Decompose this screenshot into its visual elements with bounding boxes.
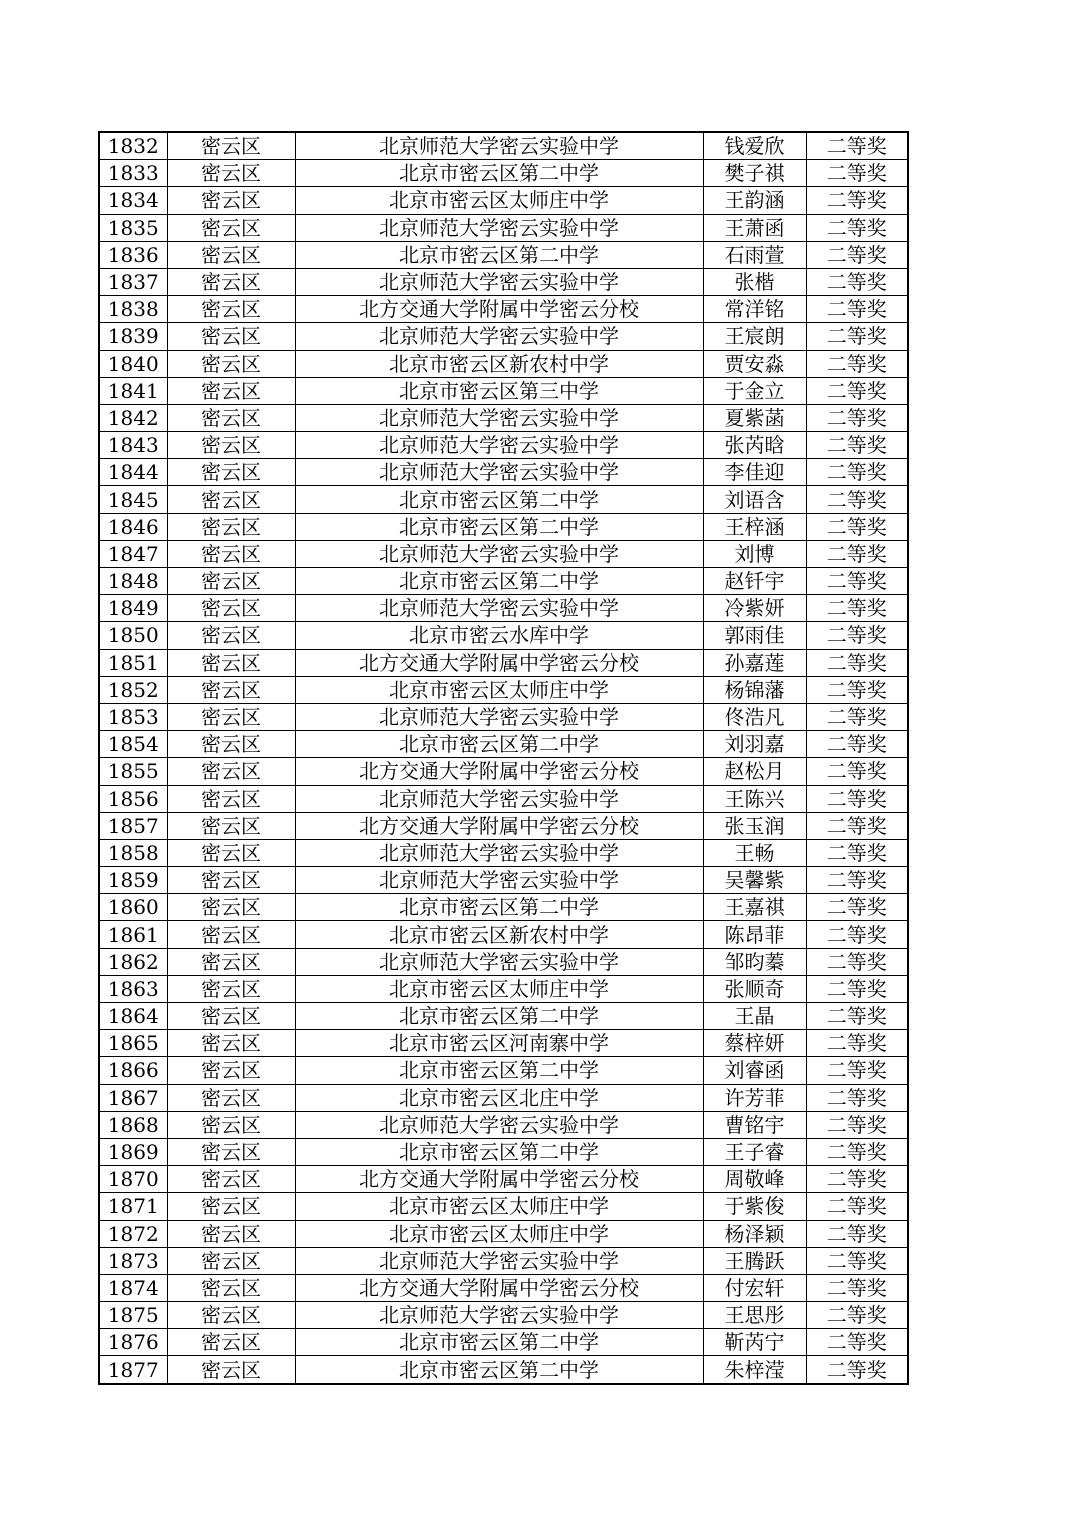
table-row [99, 1193, 908, 1220]
district-cell: 密云区 [167, 377, 295, 404]
award-level-cell: 二等奖 [806, 1111, 908, 1138]
student-name-cell: 王子睿 [703, 1138, 806, 1165]
table-row [99, 894, 908, 921]
table-row [99, 187, 908, 214]
district-cell: 密云区 [167, 1274, 295, 1301]
school-cell: 北京师范大学密云实验中学 [295, 432, 703, 459]
student-name-cell: 王梓涵 [703, 513, 806, 540]
school-cell: 北京市密云区太师庄中学 [295, 676, 703, 703]
student-name-cell: 贾安淼 [703, 350, 806, 377]
district-cell: 密云区 [167, 595, 295, 622]
award-level-cell: 二等奖 [806, 377, 908, 404]
district-cell: 密云区 [167, 350, 295, 377]
school-cell: 北京市密云区第二中学 [295, 241, 703, 268]
district-cell: 密云区 [167, 1220, 295, 1247]
student-name-cell: 杨锦藩 [703, 676, 806, 703]
student-name-cell: 樊子祺 [703, 160, 806, 187]
row-number-cell: 1873 [99, 1247, 167, 1274]
school-cell: 北京师范大学密云实验中学 [295, 867, 703, 894]
student-name-cell: 郭雨佳 [703, 622, 806, 649]
district-cell: 密云区 [167, 785, 295, 812]
district-cell: 密云区 [167, 132, 295, 160]
district-cell: 密云区 [167, 268, 295, 295]
row-number-cell: 1876 [99, 1329, 167, 1356]
table-row [99, 513, 908, 540]
table-row [99, 540, 908, 567]
school-cell: 北京师范大学密云实验中学 [295, 839, 703, 866]
district-cell: 密云区 [167, 1030, 295, 1057]
district-cell: 密云区 [167, 323, 295, 350]
table-row [99, 731, 908, 758]
district-cell: 密云区 [167, 839, 295, 866]
school-cell: 北京师范大学密云实验中学 [295, 1111, 703, 1138]
table-row [99, 486, 908, 513]
district-cell: 密云区 [167, 676, 295, 703]
student-name-cell: 佟浩凡 [703, 703, 806, 730]
district-cell: 密云区 [167, 568, 295, 595]
table-row [99, 404, 908, 431]
school-cell: 北方交通大学附属中学密云分校 [295, 758, 703, 785]
table-row [99, 296, 908, 323]
student-name-cell: 石雨萱 [703, 241, 806, 268]
row-number-cell: 1838 [99, 296, 167, 323]
student-name-cell: 陈昂菲 [703, 921, 806, 948]
district-cell: 密云区 [167, 867, 295, 894]
student-name-cell: 张芮晗 [703, 432, 806, 459]
student-name-cell: 于紫俊 [703, 1193, 806, 1220]
award-level-cell: 二等奖 [806, 595, 908, 622]
row-number-cell: 1857 [99, 812, 167, 839]
award-level-cell: 二等奖 [806, 268, 908, 295]
district-cell: 密云区 [167, 975, 295, 1002]
table-row [99, 649, 908, 676]
row-number-cell: 1845 [99, 486, 167, 513]
award-level-cell: 二等奖 [806, 350, 908, 377]
table-row [99, 241, 908, 268]
district-cell: 密云区 [167, 1193, 295, 1220]
district-cell: 密云区 [167, 540, 295, 567]
table-row [99, 921, 908, 948]
row-number-cell: 1842 [99, 404, 167, 431]
student-name-cell: 张顺奇 [703, 975, 806, 1002]
school-cell: 北京师范大学密云实验中学 [295, 595, 703, 622]
table-row [99, 758, 908, 785]
table-row [99, 268, 908, 295]
school-cell: 北京市密云区第二中学 [295, 513, 703, 540]
award-level-cell: 二等奖 [806, 1356, 908, 1384]
award-level-cell: 二等奖 [806, 1084, 908, 1111]
award-level-cell: 二等奖 [806, 1247, 908, 1274]
district-cell: 密云区 [167, 214, 295, 241]
student-name-cell: 孙嘉莲 [703, 649, 806, 676]
award-level-cell: 二等奖 [806, 1329, 908, 1356]
school-cell: 北京市密云区第二中学 [295, 568, 703, 595]
school-cell: 北京市密云区新农村中学 [295, 350, 703, 377]
award-level-cell: 二等奖 [806, 622, 908, 649]
student-name-cell: 许芳菲 [703, 1084, 806, 1111]
table-row [99, 676, 908, 703]
table-row [99, 867, 908, 894]
school-cell: 北京市密云区太师庄中学 [295, 1220, 703, 1247]
award-level-cell: 二等奖 [806, 486, 908, 513]
student-name-cell: 王萧函 [703, 214, 806, 241]
school-cell: 北京师范大学密云实验中学 [295, 214, 703, 241]
row-number-cell: 1844 [99, 459, 167, 486]
table-row [99, 1329, 908, 1356]
district-cell: 密云区 [167, 731, 295, 758]
table-row [99, 1084, 908, 1111]
row-number-cell: 1875 [99, 1302, 167, 1329]
table-row [99, 1302, 908, 1329]
district-cell: 密云区 [167, 160, 295, 187]
school-cell: 北京市密云区第二中学 [295, 1003, 703, 1030]
award-level-cell: 二等奖 [806, 758, 908, 785]
school-cell: 北方交通大学附属中学密云分校 [295, 1274, 703, 1301]
school-cell: 北京师范大学密云实验中学 [295, 540, 703, 567]
award-level-cell: 二等奖 [806, 1302, 908, 1329]
table-row [99, 595, 908, 622]
row-number-cell: 1835 [99, 214, 167, 241]
row-number-cell: 1834 [99, 187, 167, 214]
award-level-cell: 二等奖 [806, 649, 908, 676]
table-row [99, 160, 908, 187]
award-level-cell: 二等奖 [806, 812, 908, 839]
district-cell: 密云区 [167, 758, 295, 785]
award-level-cell: 二等奖 [806, 132, 908, 160]
school-cell: 北京师范大学密云实验中学 [295, 268, 703, 295]
student-name-cell: 朱梓滢 [703, 1356, 806, 1384]
award-table-body [99, 132, 908, 1384]
district-cell: 密云区 [167, 1003, 295, 1030]
school-cell: 北京市密云区太师庄中学 [295, 1193, 703, 1220]
table-row [99, 703, 908, 730]
table-row [99, 568, 908, 595]
student-name-cell: 赵钎宇 [703, 568, 806, 595]
school-cell: 北方交通大学附属中学密云分校 [295, 296, 703, 323]
award-level-cell: 二等奖 [806, 1030, 908, 1057]
school-cell: 北京市密云区北庄中学 [295, 1084, 703, 1111]
school-cell: 北京市密云区太师庄中学 [295, 975, 703, 1002]
student-name-cell: 邹昀蓁 [703, 948, 806, 975]
table-row [99, 1057, 908, 1084]
student-name-cell: 刘睿函 [703, 1057, 806, 1084]
school-cell: 北京师范大学密云实验中学 [295, 323, 703, 350]
award-level-cell: 二等奖 [806, 975, 908, 1002]
row-number-cell: 1858 [99, 839, 167, 866]
table-row [99, 1274, 908, 1301]
district-cell: 密云区 [167, 187, 295, 214]
row-number-cell: 1861 [99, 921, 167, 948]
table-row [99, 323, 908, 350]
row-number-cell: 1847 [99, 540, 167, 567]
district-cell: 密云区 [167, 1084, 295, 1111]
student-name-cell: 蔡梓妍 [703, 1030, 806, 1057]
row-number-cell: 1859 [99, 867, 167, 894]
row-number-cell: 1841 [99, 377, 167, 404]
table-row [99, 975, 908, 1002]
district-cell: 密云区 [167, 1302, 295, 1329]
table-row [99, 622, 908, 649]
student-name-cell: 吴馨紫 [703, 867, 806, 894]
award-level-cell: 二等奖 [806, 432, 908, 459]
student-name-cell: 刘博 [703, 540, 806, 567]
row-number-cell: 1856 [99, 785, 167, 812]
table-row [99, 1111, 908, 1138]
school-cell: 北京师范大学密云实验中学 [295, 1302, 703, 1329]
row-number-cell: 1872 [99, 1220, 167, 1247]
student-name-cell: 王晶 [703, 1003, 806, 1030]
award-level-cell: 二等奖 [806, 1274, 908, 1301]
row-number-cell: 1867 [99, 1084, 167, 1111]
row-number-cell: 1839 [99, 323, 167, 350]
row-number-cell: 1854 [99, 731, 167, 758]
award-level-cell: 二等奖 [806, 785, 908, 812]
award-level-cell: 二等奖 [806, 323, 908, 350]
district-cell: 密云区 [167, 1329, 295, 1356]
school-cell: 北京市密云区第二中学 [295, 160, 703, 187]
table-row [99, 1138, 908, 1165]
school-cell: 北京市密云区第二中学 [295, 1057, 703, 1084]
award-level-cell: 二等奖 [806, 703, 908, 730]
table-row [99, 785, 908, 812]
school-cell: 北京师范大学密云实验中学 [295, 1247, 703, 1274]
award-level-cell: 二等奖 [806, 839, 908, 866]
row-number-cell: 1855 [99, 758, 167, 785]
district-cell: 密云区 [167, 241, 295, 268]
row-number-cell: 1849 [99, 595, 167, 622]
school-cell: 北京市密云区河南寨中学 [295, 1030, 703, 1057]
school-cell: 北京师范大学密云实验中学 [295, 948, 703, 975]
district-cell: 密云区 [167, 1138, 295, 1165]
row-number-cell: 1836 [99, 241, 167, 268]
student-name-cell: 王宸朗 [703, 323, 806, 350]
school-cell: 北方交通大学附属中学密云分校 [295, 812, 703, 839]
student-name-cell: 王畅 [703, 839, 806, 866]
row-number-cell: 1863 [99, 975, 167, 1002]
district-cell: 密云区 [167, 1166, 295, 1193]
district-cell: 密云区 [167, 622, 295, 649]
student-name-cell: 赵松月 [703, 758, 806, 785]
row-number-cell: 1853 [99, 703, 167, 730]
district-cell: 密云区 [167, 703, 295, 730]
school-cell: 北京市密云区第二中学 [295, 731, 703, 758]
award-level-cell: 二等奖 [806, 568, 908, 595]
student-name-cell: 王腾跃 [703, 1247, 806, 1274]
table-row [99, 459, 908, 486]
school-cell: 北京师范大学密云实验中学 [295, 785, 703, 812]
student-name-cell: 周敬峰 [703, 1166, 806, 1193]
row-number-cell: 1848 [99, 568, 167, 595]
district-cell: 密云区 [167, 894, 295, 921]
district-cell: 密云区 [167, 459, 295, 486]
student-name-cell: 刘语含 [703, 486, 806, 513]
student-name-cell: 杨泽颖 [703, 1220, 806, 1247]
district-cell: 密云区 [167, 1057, 295, 1084]
student-name-cell: 王韵涵 [703, 187, 806, 214]
school-cell: 北京市密云区第二中学 [295, 1138, 703, 1165]
award-level-cell: 二等奖 [806, 867, 908, 894]
row-number-cell: 1843 [99, 432, 167, 459]
row-number-cell: 1862 [99, 948, 167, 975]
table-row [99, 214, 908, 241]
row-number-cell: 1833 [99, 160, 167, 187]
table-row [99, 1356, 908, 1384]
row-number-cell: 1868 [99, 1111, 167, 1138]
district-cell: 密云区 [167, 404, 295, 431]
table-row [99, 1247, 908, 1274]
school-cell: 北京市密云区第二中学 [295, 486, 703, 513]
school-cell: 北京市密云区新农村中学 [295, 921, 703, 948]
district-cell: 密云区 [167, 296, 295, 323]
student-name-cell: 张玉润 [703, 812, 806, 839]
row-number-cell: 1871 [99, 1193, 167, 1220]
row-number-cell: 1864 [99, 1003, 167, 1030]
student-name-cell: 刘羽嘉 [703, 731, 806, 758]
school-cell: 北京师范大学密云实验中学 [295, 703, 703, 730]
student-name-cell: 靳芮宁 [703, 1329, 806, 1356]
award-level-cell: 二等奖 [806, 296, 908, 323]
table-row [99, 1166, 908, 1193]
row-number-cell: 1846 [99, 513, 167, 540]
school-cell: 北京市密云区太师庄中学 [295, 187, 703, 214]
school-cell: 北京市密云区第二中学 [295, 894, 703, 921]
award-level-cell: 二等奖 [806, 894, 908, 921]
table-row [99, 377, 908, 404]
student-name-cell: 于金立 [703, 377, 806, 404]
award-level-cell: 二等奖 [806, 540, 908, 567]
row-number-cell: 1874 [99, 1274, 167, 1301]
award-level-cell: 二等奖 [806, 1166, 908, 1193]
award-level-cell: 二等奖 [806, 676, 908, 703]
school-cell: 北京市密云水库中学 [295, 622, 703, 649]
student-name-cell: 冷紫妍 [703, 595, 806, 622]
district-cell: 密云区 [167, 1247, 295, 1274]
row-number-cell: 1832 [99, 132, 167, 160]
award-level-cell: 二等奖 [806, 1193, 908, 1220]
row-number-cell: 1866 [99, 1057, 167, 1084]
school-cell: 北京师范大学密云实验中学 [295, 404, 703, 431]
row-number-cell: 1865 [99, 1030, 167, 1057]
school-cell: 北京市密云区第二中学 [295, 1356, 703, 1384]
student-name-cell: 李佳迎 [703, 459, 806, 486]
row-number-cell: 1837 [99, 268, 167, 295]
student-name-cell: 夏紫菡 [703, 404, 806, 431]
district-cell: 密云区 [167, 432, 295, 459]
district-cell: 密云区 [167, 1111, 295, 1138]
school-cell: 北方交通大学附属中学密云分校 [295, 649, 703, 676]
table-row [99, 812, 908, 839]
award-level-cell: 二等奖 [806, 513, 908, 540]
award-level-cell: 二等奖 [806, 214, 908, 241]
school-cell: 北方交通大学附属中学密云分校 [295, 1166, 703, 1193]
award-level-cell: 二等奖 [806, 241, 908, 268]
student-name-cell: 常洋铭 [703, 296, 806, 323]
award-level-cell: 二等奖 [806, 187, 908, 214]
table-row [99, 1220, 908, 1247]
award-level-cell: 二等奖 [806, 731, 908, 758]
district-cell: 密云区 [167, 649, 295, 676]
school-cell: 北京师范大学密云实验中学 [295, 132, 703, 160]
award-level-cell: 二等奖 [806, 948, 908, 975]
table-row [99, 132, 908, 160]
award-level-cell: 二等奖 [806, 1220, 908, 1247]
award-level-cell: 二等奖 [806, 921, 908, 948]
district-cell: 密云区 [167, 1356, 295, 1384]
school-cell: 北京市密云区第三中学 [295, 377, 703, 404]
student-name-cell: 钱爱欣 [703, 132, 806, 160]
row-number-cell: 1870 [99, 1166, 167, 1193]
award-level-cell: 二等奖 [806, 160, 908, 187]
award-level-cell: 二等奖 [806, 404, 908, 431]
award-level-cell: 二等奖 [806, 1003, 908, 1030]
student-name-cell: 王陈兴 [703, 785, 806, 812]
table-row [99, 948, 908, 975]
student-name-cell: 曹铭宇 [703, 1111, 806, 1138]
row-number-cell: 1877 [99, 1356, 167, 1384]
award-level-cell: 二等奖 [806, 1138, 908, 1165]
district-cell: 密云区 [167, 921, 295, 948]
award-level-cell: 二等奖 [806, 1057, 908, 1084]
table-row [99, 1030, 908, 1057]
row-number-cell: 1850 [99, 622, 167, 649]
row-number-cell: 1840 [99, 350, 167, 377]
district-cell: 密云区 [167, 513, 295, 540]
district-cell: 密云区 [167, 486, 295, 513]
table-row [99, 432, 908, 459]
district-cell: 密云区 [167, 812, 295, 839]
district-cell: 密云区 [167, 948, 295, 975]
award-level-cell: 二等奖 [806, 459, 908, 486]
table-row [99, 1003, 908, 1030]
row-number-cell: 1860 [99, 894, 167, 921]
student-name-cell: 王思彤 [703, 1302, 806, 1329]
row-number-cell: 1852 [99, 676, 167, 703]
row-number-cell: 1851 [99, 649, 167, 676]
table-row [99, 839, 908, 866]
award-list-table [98, 131, 909, 1385]
student-name-cell: 王嘉祺 [703, 894, 806, 921]
student-name-cell: 付宏轩 [703, 1274, 806, 1301]
table-row [99, 350, 908, 377]
school-cell: 北京师范大学密云实验中学 [295, 459, 703, 486]
school-cell: 北京市密云区第二中学 [295, 1329, 703, 1356]
row-number-cell: 1869 [99, 1138, 167, 1165]
student-name-cell: 张楷 [703, 268, 806, 295]
